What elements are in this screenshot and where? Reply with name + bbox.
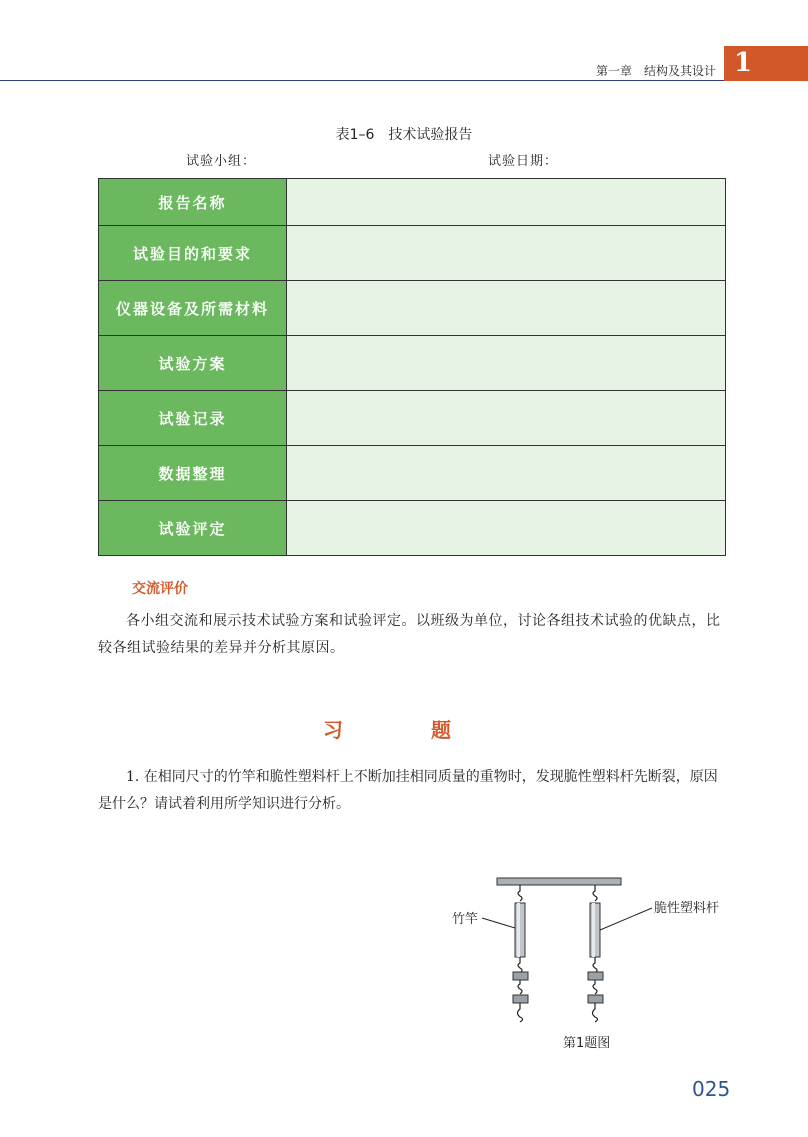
table-row bbox=[99, 391, 726, 446]
table-row bbox=[99, 179, 726, 226]
test-date-label: 试验日期： bbox=[488, 154, 559, 169]
bamboo-pole-assembly bbox=[513, 885, 528, 1022]
table-row bbox=[99, 446, 726, 501]
header-rule bbox=[0, 80, 724, 81]
exchange-paragraph: 各小组交流和展示技术试验方案和试验评定。以班级为单位，讨论各组技术试验的优缺点，比较各组试验结果的差异并分析其原因。 bbox=[98, 613, 721, 656]
plastic-rod-label: 脆性塑料杆 bbox=[654, 901, 720, 916]
row-label: 仪器设备及所需材料 bbox=[99, 281, 287, 336]
table-row bbox=[99, 281, 726, 336]
table-caption: 表1–6 技术试验报告 bbox=[335, 127, 473, 143]
chapter-title: 第一章 结构及其设计 bbox=[595, 64, 716, 78]
bamboo-pole-label: 竹竿 bbox=[452, 912, 479, 927]
row-label: 报告名称 bbox=[99, 179, 287, 226]
row-label: 试验记录 bbox=[99, 391, 287, 446]
test-report-table bbox=[98, 178, 726, 556]
support-beam bbox=[497, 878, 621, 885]
row-value-cell bbox=[287, 281, 726, 336]
chapter-number-badge: 1 bbox=[724, 46, 808, 81]
table-row bbox=[99, 226, 726, 281]
row-label: 数据整理 bbox=[99, 446, 287, 501]
exercises-title: 习 题 bbox=[323, 718, 485, 742]
row-value-cell bbox=[287, 226, 726, 281]
row-value-cell bbox=[287, 446, 726, 501]
row-value-cell bbox=[287, 336, 726, 391]
figure-caption: 第1题图 bbox=[563, 1036, 611, 1051]
table-row bbox=[99, 501, 726, 556]
row-label: 试验目的和要求 bbox=[99, 226, 287, 281]
row-label: 试验评定 bbox=[99, 501, 287, 556]
page-number: 025 bbox=[692, 1077, 731, 1101]
leader-line-right bbox=[600, 908, 652, 930]
row-value-cell bbox=[287, 391, 726, 446]
test-group-label: 试验小组： bbox=[186, 154, 257, 169]
plastic-rod-assembly bbox=[588, 885, 603, 1022]
row-value-cell bbox=[287, 179, 726, 226]
row-value-cell bbox=[287, 501, 726, 556]
row-label: 试验方案 bbox=[99, 336, 287, 391]
table-row bbox=[99, 336, 726, 391]
exchange-section-title: 交流评价 bbox=[132, 581, 188, 597]
leader-line-left bbox=[482, 918, 515, 928]
question-1: 1. 在相同尺寸的竹竿和脆性塑料杆上不断加挂相同质量的重物时，发现脆性塑料杆先断裂，原因是什么？请试着利用所学知识进行分析。 bbox=[98, 769, 718, 812]
figure-diagram bbox=[440, 870, 740, 1040]
